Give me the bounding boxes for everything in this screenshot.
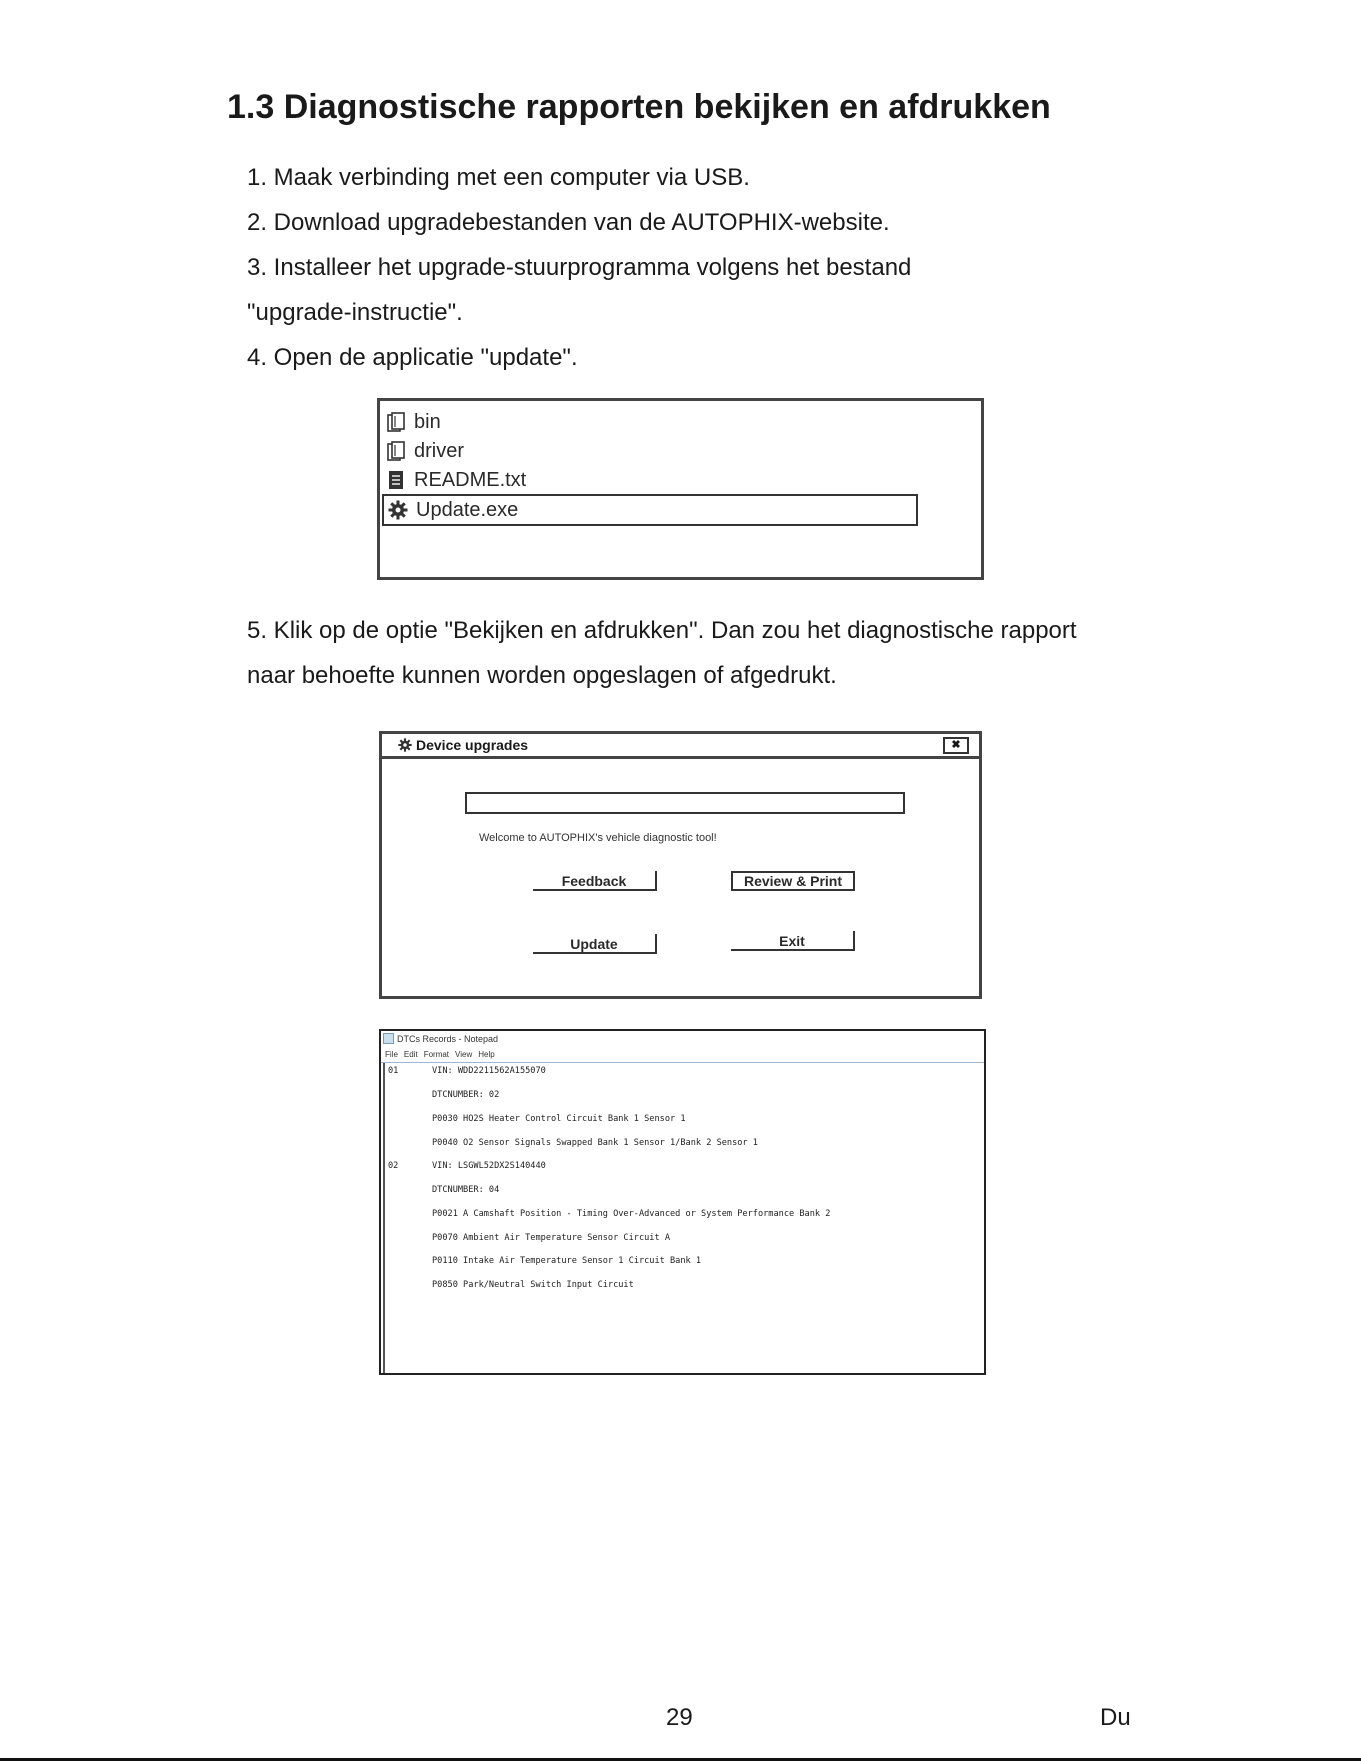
gear-icon <box>388 500 408 520</box>
step-3: 3. Installeer het upgrade-stuurprogramma volgens het bestand <box>247 254 912 281</box>
dialog-title: Device upgrades <box>416 737 529 753</box>
record-line: P0070 Ambient Air Temperature Sensor Circuit A <box>432 1233 670 1243</box>
file-item-update-exe[interactable] <box>382 494 918 526</box>
record-line: DTCNUMBER: 04 <box>432 1185 500 1195</box>
dialog-title-bar <box>382 734 979 759</box>
menu-view[interactable]: View <box>455 1050 473 1059</box>
file-name: driver <box>414 439 465 462</box>
file-name: README.txt <box>414 468 527 491</box>
notepad-icon <box>383 1033 394 1044</box>
document-icon <box>386 470 406 490</box>
record-line: P0040 O2 Sensor Signals Swapped Bank 1 Sensor 1/Bank 2 Sensor 1 <box>432 1138 758 1148</box>
welcome-text: Welcome to AUTOPHIX's vehicle diagnostic tool! <box>479 832 717 844</box>
notepad-window <box>379 1029 986 1375</box>
record-line: P0021 A Camshaft Position - Timing Over-Advanced or System Performance Bank 2 <box>432 1209 831 1219</box>
progress-field <box>465 792 905 814</box>
step-3-continued: "upgrade-instructie". <box>247 299 463 326</box>
step-5-continued: naar behoefte kunnen worden opgeslagen of afgedrukt. <box>247 662 837 689</box>
file-name: Update.exe <box>416 498 519 521</box>
file-item-bin[interactable] <box>386 408 441 436</box>
step-2: 2. Download upgradebestanden van de AUTOPHIX-website. <box>247 209 890 236</box>
record-line: DTCNUMBER: 02 <box>432 1090 500 1100</box>
update-button[interactable]: Update <box>533 934 657 954</box>
record-number: 01 <box>388 1066 399 1076</box>
close-icon[interactable]: ✖ <box>943 737 969 754</box>
step-5: 5. Klik op de optie "Bekijken en afdrukken". Dan zou het diagnostische rapport <box>247 617 1077 644</box>
review-print-button[interactable]: Review & Print <box>731 871 855 891</box>
menu-help[interactable]: Help <box>478 1050 495 1059</box>
notepad-title: DTCs Records - Notepad <box>397 1033 499 1044</box>
notepad-text-area[interactable] <box>383 1063 984 1373</box>
menu-format[interactable]: Format <box>423 1050 450 1059</box>
step-1: 1. Maak verbinding met een computer via USB. <box>247 164 750 191</box>
file-list-panel <box>377 398 984 580</box>
section-heading: 1.3 Diagnostische rapporten bekijken en afdrukken <box>227 88 1051 126</box>
step-4: 4. Open de applicatie "update". <box>247 344 578 371</box>
menu-edit[interactable]: Edit <box>403 1050 418 1059</box>
device-upgrades-dialog <box>379 731 982 999</box>
record-line: VIN: LSGWL52DX2S140440 <box>432 1161 546 1171</box>
gear-icon <box>398 738 412 752</box>
record-line: VIN: WDD2211562A155070 <box>432 1066 546 1076</box>
record-line: P0030 HO2S Heater Control Circuit Bank 1 Sensor 1 <box>432 1114 686 1124</box>
menu-file[interactable]: File <box>385 1050 398 1059</box>
folder-icon <box>386 441 406 461</box>
feedback-button[interactable]: Feedback <box>533 871 657 891</box>
folder-icon <box>386 412 406 432</box>
file-item-driver[interactable] <box>386 437 464 465</box>
notepad-title-bar <box>383 1033 498 1044</box>
notepad-menu-bar <box>381 1050 984 1063</box>
language-code: Du <box>1100 1704 1131 1731</box>
exit-button[interactable]: Exit <box>731 931 855 951</box>
record-number: 02 <box>388 1161 399 1171</box>
record-line: P0110 Intake Air Temperature Sensor 1 Circuit Bank 1 <box>432 1256 702 1266</box>
record-line: P0850 Park/Neutral Switch Input Circuit <box>432 1280 634 1290</box>
file-item-readme[interactable] <box>386 466 526 494</box>
page-number: 29 <box>666 1704 693 1731</box>
file-name: bin <box>414 410 441 433</box>
